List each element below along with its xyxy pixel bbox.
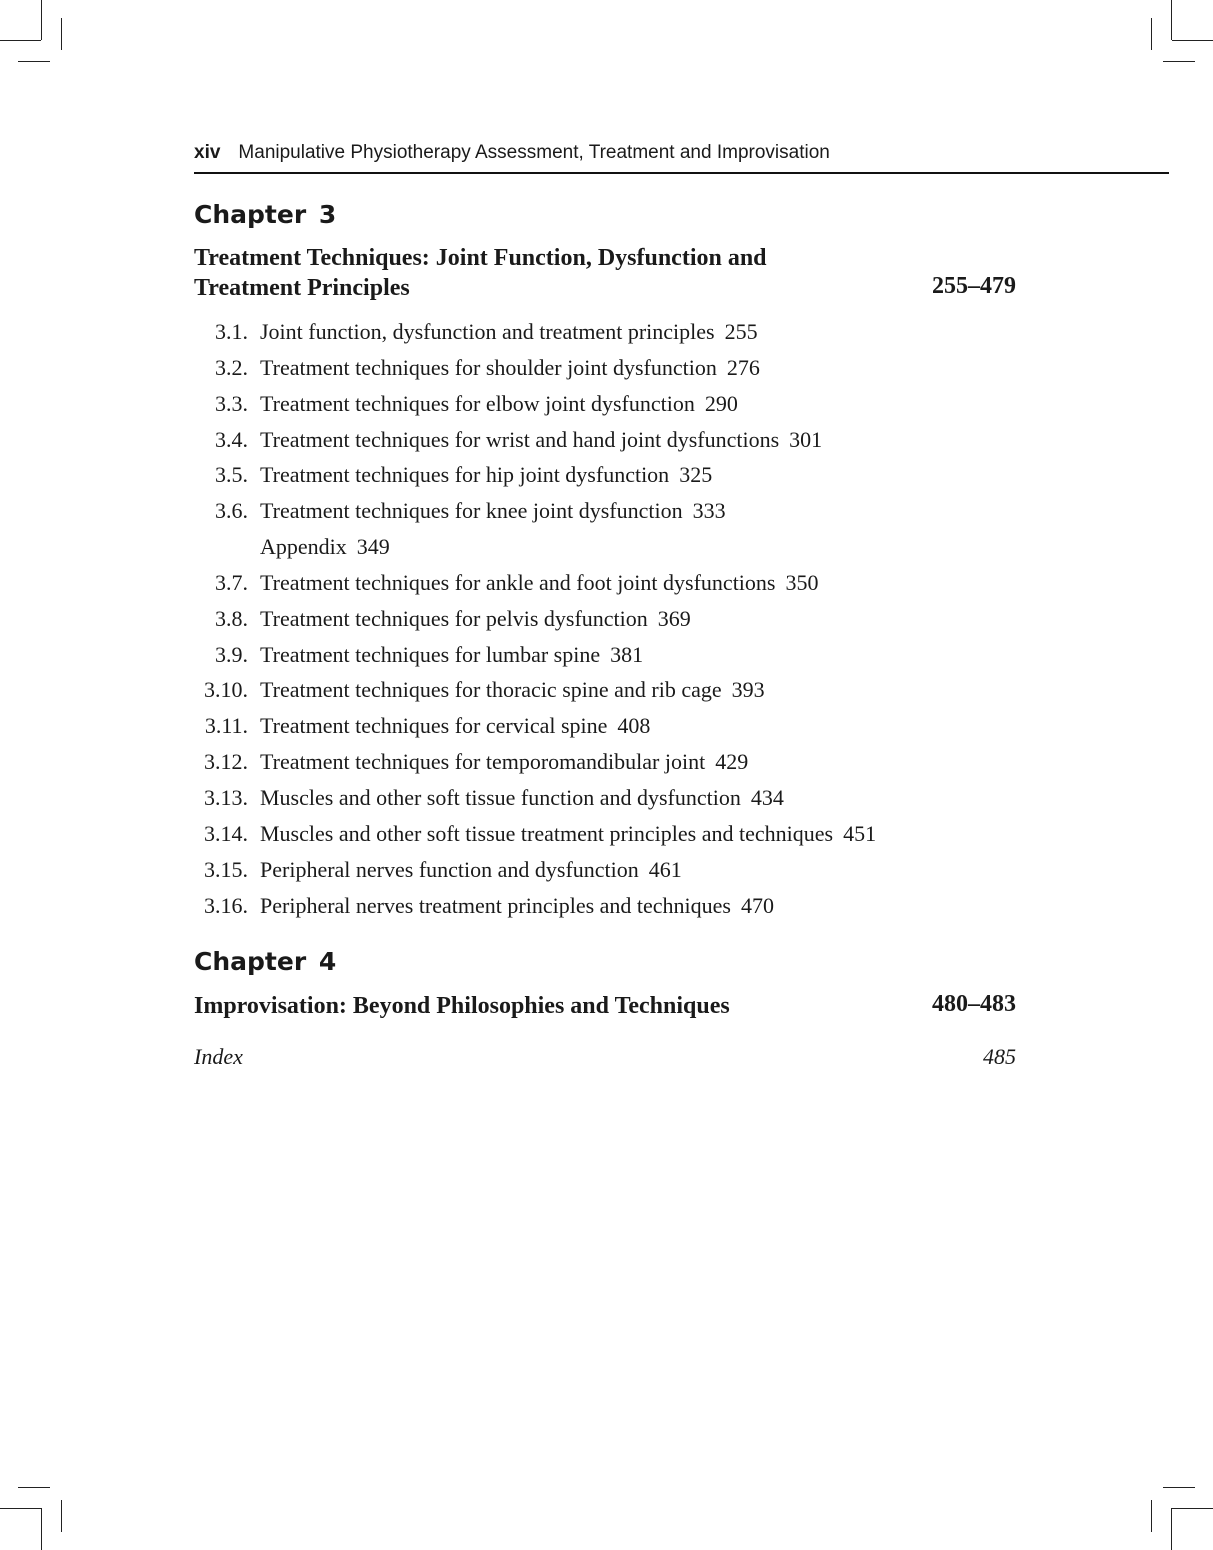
toc-entry-text-wrap [260, 744, 748, 780]
toc-entry-text-wrap [260, 493, 726, 529]
toc-entry-page: 333 [692, 498, 726, 524]
toc-entry-number: 3.14. [204, 820, 248, 846]
toc-entry-title: Treatment techniques for shoulder joint dysfunction [260, 354, 717, 380]
chapter-3-title [194, 243, 767, 303]
toc-entry-title: Treatment techniques for temporomandibular joint [260, 749, 706, 775]
crop-mark [0, 1508, 41, 1509]
toc-entry-page: 393 [731, 677, 765, 703]
toc-entry [194, 601, 691, 637]
index-page: 485 [983, 1044, 1016, 1069]
toc-entry-text-wrap [260, 888, 774, 924]
toc-entry-text-wrap [260, 314, 758, 350]
toc-entry [194, 565, 819, 601]
toc-entry-text-wrap [260, 386, 738, 422]
toc-entry-number: 3.3. [215, 390, 248, 416]
toc-entry-text-wrap [260, 457, 712, 493]
toc-entry-text-wrap [260, 601, 691, 637]
toc-entry-text-wrap [260, 529, 390, 565]
toc-entry-page: 381 [610, 641, 644, 667]
toc-entry [194, 422, 823, 458]
toc-entry [194, 888, 774, 924]
crop-mark [1163, 1487, 1195, 1488]
toc-entry-number: 3.2. [215, 354, 248, 380]
crop-mark [18, 1487, 50, 1488]
toc-entry-title: Treatment techniques for knee joint dysfunction [260, 498, 683, 524]
toc-entry-title: Peripheral nerves treatment principles and techniques [260, 892, 731, 918]
toc-entry-number: 3.15. [204, 856, 248, 882]
crop-mark [1163, 61, 1195, 62]
crop-mark [18, 61, 50, 62]
page-folio: xiv [194, 142, 221, 163]
toc-entry-title: Treatment techniques for elbow joint dysfunction [260, 390, 695, 416]
toc-entry [194, 350, 760, 386]
crop-mark [41, 0, 42, 40]
toc-entry-number: 3.16. [204, 892, 248, 918]
chapter-3-entries [194, 314, 877, 923]
toc-entry-page: 429 [715, 749, 749, 775]
toc-entry-text-wrap [260, 780, 784, 816]
toc-entry-title: Treatment techniques for ankle and foot joint dysfunctions [260, 569, 776, 595]
toc-entry [194, 386, 738, 422]
toc-entry-text-wrap [260, 852, 682, 888]
toc-entry-number: 3.1. [215, 319, 248, 344]
toc-entry-text-wrap [260, 672, 765, 708]
toc-entry-title: Muscles and other soft tissue function and dysfunction [260, 784, 741, 810]
toc-entry-page: 369 [657, 605, 691, 631]
chapter-4-label: Chapter 4 [194, 947, 337, 976]
toc-entry [194, 493, 726, 529]
crop-mark [61, 18, 62, 50]
toc-entry-page: 451 [843, 820, 877, 846]
crop-mark [1172, 40, 1213, 41]
toc-entry-page: 276 [726, 354, 760, 380]
toc-entry-page: 350 [785, 569, 819, 595]
toc-entry-title: Peripheral nerves function and dysfunction [260, 856, 639, 882]
toc-entry [194, 314, 758, 350]
toc-entry [194, 744, 749, 780]
toc-entry-number: 3.10. [204, 677, 248, 703]
crop-mark [1151, 18, 1152, 50]
crop-mark [1171, 1508, 1172, 1550]
crop-mark [61, 1500, 62, 1532]
index-row [194, 1044, 1016, 1070]
toc-entry-text-wrap [260, 816, 876, 852]
toc-entry-page: 434 [750, 784, 784, 810]
toc-entry [194, 708, 651, 744]
toc-entry-title: Treatment techniques for hip joint dysfunction [260, 462, 670, 488]
toc-entry-title: Treatment techniques for pelvis dysfunction [260, 605, 648, 631]
toc-entry [194, 780, 784, 816]
toc-entry-number: 3.12. [204, 749, 248, 775]
running-header [194, 142, 1169, 174]
toc-entry-title: Joint function, dysfunction and treatment principles [260, 319, 715, 344]
crop-mark [1171, 0, 1172, 40]
toc-entry-title: Treatment techniques for thoracic spine and rib cage [260, 677, 722, 703]
chapter-3-label: Chapter 3 [194, 200, 337, 229]
toc-entry-number: 3.8. [215, 605, 248, 631]
toc-entry-title: Appendix [260, 534, 347, 560]
toc-entry-page: 461 [648, 856, 682, 882]
toc-entry-title: Treatment techniques for lumbar spine [260, 641, 601, 667]
toc-entry-number: 3.11. [204, 713, 248, 739]
crop-mark [0, 40, 41, 41]
toc-entry [194, 672, 765, 708]
index-label: Index [194, 1044, 243, 1069]
crop-mark [1151, 1500, 1152, 1532]
toc-entry-text-wrap [260, 350, 760, 386]
toc-entry-number: 3.13. [204, 784, 248, 810]
toc-entry [194, 637, 644, 673]
toc-entry-page: 349 [356, 534, 390, 560]
toc-entry-text-wrap [260, 637, 643, 673]
toc-entry-number: 3.6. [215, 498, 248, 524]
chapter-4-page-range: 480–483 [932, 991, 1016, 1017]
chapter-4-title: Improvisation: Beyond Philosophies and Techniques [194, 993, 730, 1019]
crop-mark [41, 1508, 42, 1550]
toc-entry-page: 255 [724, 319, 758, 344]
toc-entry-page: 290 [704, 390, 738, 416]
toc-entry [194, 529, 390, 565]
toc-entry-number: 3.7. [215, 569, 248, 595]
toc-entry-page: 301 [789, 426, 823, 452]
toc-entry-text-wrap [260, 422, 822, 458]
toc-entry-page: 470 [741, 892, 774, 918]
toc-entry-page: 408 [617, 713, 651, 739]
toc-entry [194, 816, 877, 852]
chapter-3-page-range: 255–479 [932, 273, 1016, 299]
toc-entry-title: Treatment techniques for cervical spine [260, 713, 608, 739]
crop-mark [1172, 1508, 1213, 1509]
toc-entry-number: 3.9. [215, 641, 248, 667]
toc-entry-page: 325 [679, 462, 713, 488]
chapter-3-title-line-1: Treatment Techniques: Joint Function, Dysfunction and [194, 245, 767, 271]
toc-entry-text-wrap [260, 708, 650, 744]
toc-entry-number: 3.4. [215, 426, 248, 452]
toc-entry [194, 852, 682, 888]
chapter-3-title-line-2: Treatment Principles [194, 275, 410, 301]
toc-entry-title: Muscles and other soft tissue treatment principles and techniques [260, 820, 834, 846]
toc-entry-text-wrap [260, 565, 818, 601]
toc-entry-number: 3.5. [215, 462, 248, 488]
book-title: Manipulative Physiotherapy Assessment, Treatment and Improvisation [238, 142, 830, 163]
toc-entry [194, 457, 713, 493]
toc-entry-title: Treatment techniques for wrist and hand joint dysfunctions [260, 426, 780, 452]
